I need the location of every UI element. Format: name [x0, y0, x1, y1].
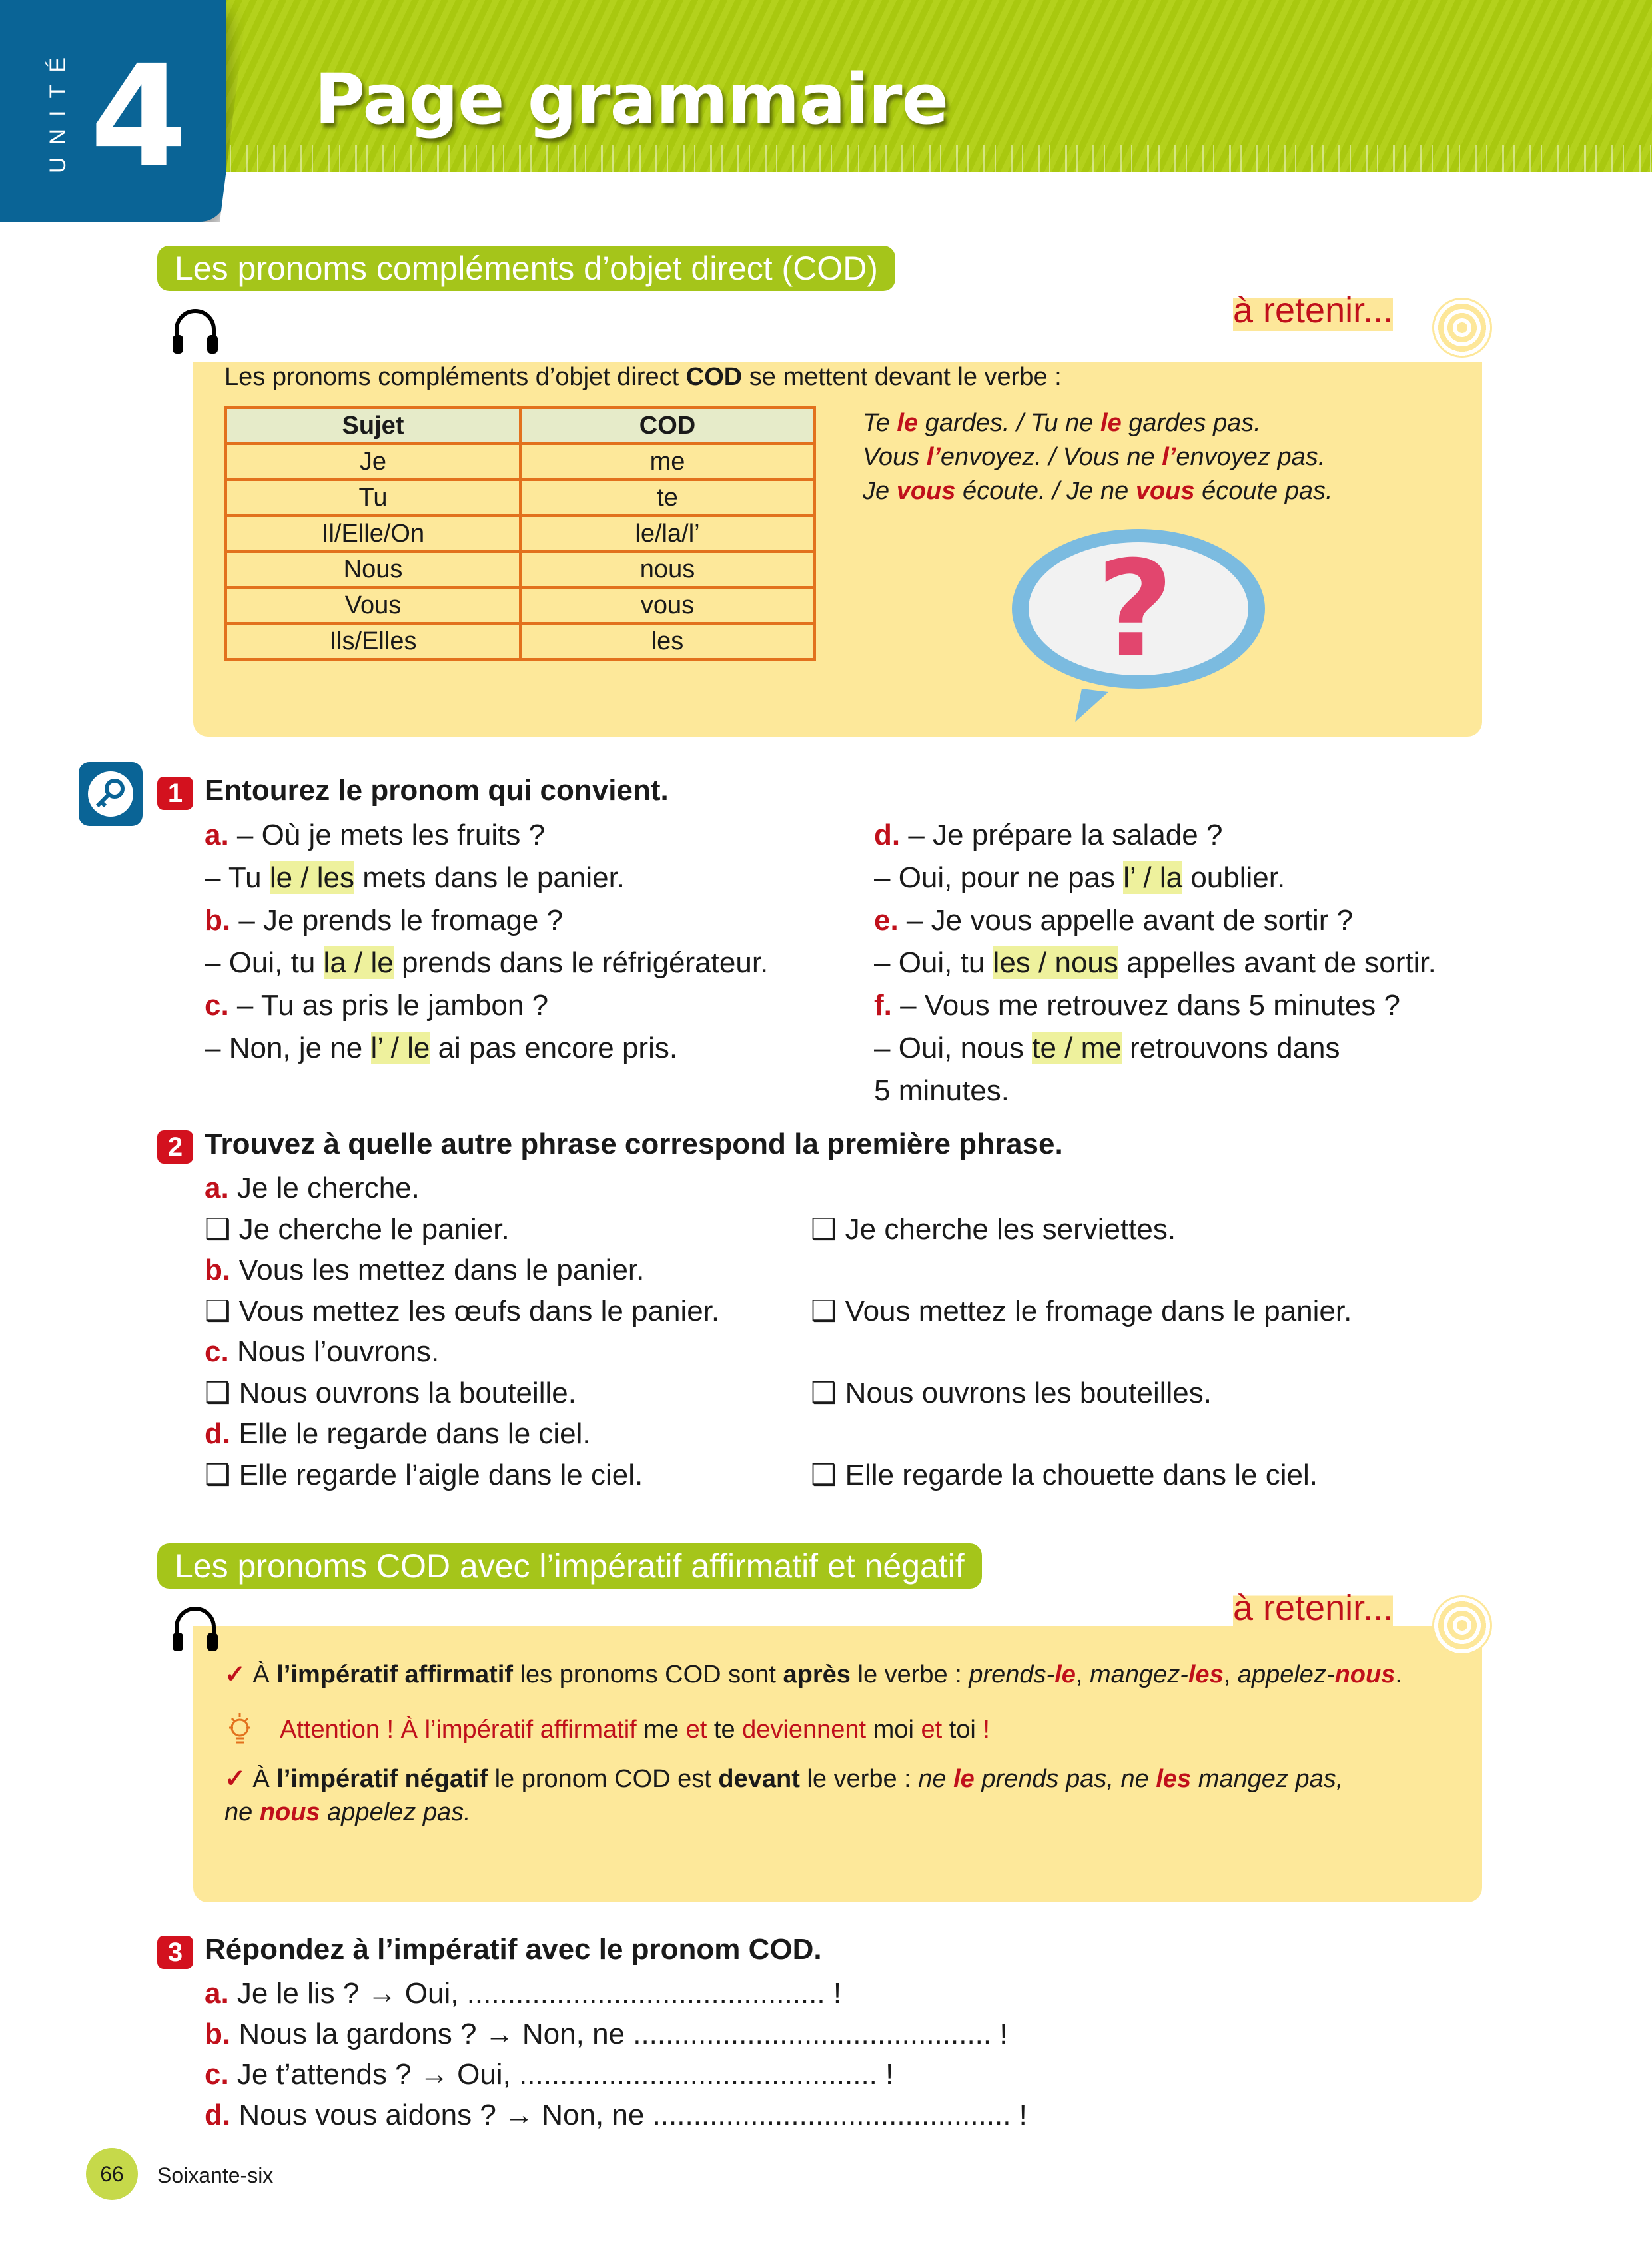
page-number-words: Soixante-six: [157, 2163, 274, 2187]
text-segment: f.: [874, 989, 892, 1022]
text-segment: devant: [718, 1765, 800, 1793]
exercise-line: [205, 857, 768, 899]
text-segment: Nous vous aidons ? → Non, ne ............................................ !: [230, 2099, 1027, 2131]
text-segment: oublier.: [1182, 861, 1286, 894]
text-segment: 5 minutes.: [874, 1074, 1009, 1107]
table-cell: Ils/Elles: [226, 623, 520, 659]
text-segment: retrouvons dans: [1121, 1032, 1340, 1064]
attention-note: [280, 1716, 990, 1744]
table-cell: le/la/l’: [520, 516, 815, 552]
pronoun-choice[interactable]: le / les: [269, 861, 355, 894]
exercise-line: [874, 899, 1436, 942]
table-row: [226, 623, 815, 659]
exercise-line: [874, 1027, 1436, 1070]
text-segment: le: [1054, 1661, 1076, 1688]
option-checkbox[interactable]: ❑ Nous ouvrons les bouteilles.: [811, 1376, 1212, 1409]
text-segment: écoute pas.: [1194, 477, 1333, 505]
text-segment: b.: [205, 2018, 231, 2050]
text-segment: COD: [685, 363, 743, 391]
exercise-prompt: [205, 1331, 1470, 1373]
text-segment: – Oui, pour ne pas: [874, 861, 1124, 894]
retenir-label-2: à retenir...: [1233, 1588, 1394, 1628]
section-title-imperatif: Les pronoms COD avec l’impératif affirmatif et négatif: [157, 1543, 982, 1589]
text-segment: À: [245, 1765, 277, 1793]
option-checkbox[interactable]: ❑ Je cherche le panier.: [205, 1212, 510, 1246]
headphones-icon: [169, 1601, 222, 1654]
text-segment: – Oui, tu: [205, 946, 324, 979]
rule-negatif: [224, 1764, 1343, 1794]
text-segment: Je: [863, 477, 897, 505]
cod-table: [224, 406, 816, 661]
text-segment: Vous: [863, 443, 927, 471]
exercise-prompt: [205, 1250, 1470, 1291]
exercise-number: 2: [157, 1130, 193, 1164]
text-segment: les: [1156, 1765, 1192, 1793]
table-cell: Nous: [226, 552, 520, 587]
text-segment: e.: [874, 904, 899, 936]
text-segment: c.: [205, 989, 229, 1022]
text-segment: le: [897, 409, 919, 437]
table-cell: te: [520, 480, 815, 516]
pronoun-choice[interactable]: la / le: [323, 946, 394, 979]
example-line: [863, 406, 1333, 440]
option-checkbox[interactable]: ❑ Elle regarde la chouette dans le ciel.: [811, 1458, 1318, 1491]
exercise-line: [205, 2095, 1027, 2135]
text-segment: l’impératif négatif: [276, 1765, 488, 1793]
exercise-line: [205, 1973, 1027, 2014]
rule-negatif-cont: [224, 1798, 471, 1827]
text-segment: – Oui, tu: [874, 946, 993, 979]
rule-affirmatif: [224, 1659, 1402, 1689]
exercise-title: Trouvez à quelle autre phrase correspond la première phrase.: [205, 1128, 1063, 1160]
exercise-line: [205, 899, 768, 942]
text-segment: – Oui, nous: [874, 1032, 1032, 1064]
text-segment: ✓: [224, 1765, 246, 1793]
text-segment: te: [707, 1716, 743, 1744]
cod-intro: [224, 363, 1062, 392]
text-segment: – Où je mets les fruits ?: [228, 819, 546, 851]
pronoun-choice[interactable]: l’ / la: [1123, 861, 1183, 894]
text-segment: me: [636, 1716, 686, 1744]
text-segment: À: [245, 1661, 277, 1688]
retenir-label-1: à retenir...: [1233, 290, 1394, 330]
pronoun-choice[interactable]: te / me: [1032, 1032, 1122, 1064]
text-segment: les: [1188, 1661, 1224, 1688]
text-segment: les pronoms COD sont: [513, 1661, 783, 1688]
option-checkbox[interactable]: ❑ Nous ouvrons la bouteille.: [205, 1376, 576, 1409]
text-segment: moi: [866, 1716, 921, 1744]
text-segment: ne: [224, 1798, 260, 1826]
text-segment: toi: [942, 1716, 983, 1744]
option-checkbox[interactable]: ❑ Vous mettez les œufs dans le panier.: [205, 1294, 720, 1327]
option-checkbox[interactable]: ❑ Elle regarde l’aigle dans le ciel.: [205, 1458, 643, 1491]
lightbulb-icon: [226, 1710, 253, 1752]
text-segment: – Tu: [205, 861, 270, 894]
text-segment: ai pas encore pris.: [430, 1032, 678, 1064]
text-segment: deviennent: [742, 1716, 867, 1744]
exercise-title: Répondez à l’impératif avec le pronom COD.: [205, 1933, 822, 1966]
table-row: [226, 552, 815, 587]
ex2-items: [205, 1168, 1470, 1495]
text-segment: mangez pas,: [1191, 1765, 1344, 1793]
text-segment: a.: [205, 819, 229, 851]
text-segment: – Je vous appelle avant de sortir ?: [898, 904, 1354, 936]
ex1-right-column: [874, 814, 1436, 1112]
table-cell: les: [520, 623, 815, 659]
exercise-title: Entourez le pronom qui convient.: [205, 774, 669, 807]
text-segment: Je le lis ? → Oui, ............................................ !: [228, 1977, 842, 2010]
options-row: [205, 1373, 1470, 1414]
exercise-line: [205, 984, 768, 1027]
options-row: [205, 1209, 1470, 1250]
table-cell: vous: [520, 587, 815, 623]
text-segment: et: [921, 1716, 943, 1744]
exercise-line: [205, 1027, 768, 1070]
text-segment: vous: [1135, 477, 1195, 505]
example-line: [863, 474, 1333, 508]
table-cell: me: [520, 444, 815, 480]
table-cell: Tu: [226, 480, 520, 516]
text-segment: Attention ! À l’impératif affirmatif: [280, 1716, 637, 1744]
ex3-items: [205, 1973, 1027, 2135]
table-header: Sujet: [226, 408, 520, 444]
prompt-text: Elle le regarde dans le ciel.: [238, 1417, 591, 1450]
text-segment: Nous la gardons ? → Non, ne ............................................ !: [230, 2018, 1008, 2050]
text-segment: l’: [926, 443, 941, 471]
text-segment: a.: [205, 1977, 229, 2010]
exercise-prompt: [205, 1413, 1470, 1455]
text-segment: .: [1395, 1661, 1402, 1688]
exercise-line: [874, 814, 1436, 857]
cod-examples: [863, 406, 1333, 508]
table-cell: nous: [520, 552, 815, 587]
text-segment: d.: [205, 2099, 231, 2131]
exercise-number: 1: [157, 777, 193, 810]
exercise-line: [205, 814, 768, 857]
text-segment: vous: [896, 477, 956, 505]
text-segment: c.: [205, 2058, 229, 2091]
text-segment: appelez pas.: [320, 1798, 471, 1826]
example-line: [863, 440, 1333, 474]
text-segment: ✓: [224, 1661, 246, 1688]
question-cloud-image: [1009, 522, 1268, 722]
text-segment: nous: [259, 1798, 320, 1826]
exercise-line: [205, 2014, 1027, 2054]
pronoun-choice[interactable]: les / nous: [993, 946, 1118, 979]
options-row: [205, 1455, 1470, 1496]
text-segment: ,: [1223, 1661, 1238, 1688]
pronoun-choice[interactable]: l’ / le: [370, 1032, 430, 1064]
exercise-line: [874, 857, 1436, 899]
text-segment: prends pas, ne: [974, 1765, 1156, 1793]
spiral-icon: [1432, 298, 1492, 358]
prompt-text: Nous l’ouvrons.: [236, 1335, 440, 1368]
options-row: [205, 1291, 1470, 1332]
exercise-line: [205, 2054, 1027, 2095]
exercise-number: 3: [157, 1936, 193, 1969]
exercise-line: [874, 1070, 1436, 1112]
exercise-line: [874, 942, 1436, 984]
unit-number: 4: [90, 35, 188, 198]
page-number: 66: [86, 2148, 138, 2200]
text-segment: – Vous me retrouvez dans 5 minutes ?: [891, 989, 1400, 1022]
text-segment: b.: [205, 904, 231, 936]
text-segment: gardes pas.: [1121, 409, 1261, 437]
text-segment: écoute. / Je ne: [955, 477, 1136, 505]
ex1-left-column: [205, 814, 768, 1070]
text-segment: envoyez pas.: [1176, 443, 1326, 471]
text-segment: mets dans le panier.: [354, 861, 625, 894]
text-segment: Les pronoms compléments d’objet direct: [224, 363, 686, 391]
text-segment: l’: [1162, 443, 1176, 471]
page-title: Page grammaire: [314, 59, 949, 140]
text-segment: ne: [918, 1765, 954, 1793]
table-header: COD: [520, 408, 815, 444]
item-label: b.: [205, 1254, 231, 1286]
text-segment: Te: [863, 409, 897, 437]
item-label: d.: [205, 1417, 231, 1450]
table-cell: Il/Elle/On: [226, 516, 520, 552]
text-segment: Je t’attends ? → Oui, ............................................ !: [228, 2058, 894, 2091]
text-segment: d.: [874, 819, 901, 851]
table-cell: Je: [226, 444, 520, 480]
unit-label: UNITÉ: [45, 45, 71, 173]
text-segment: ,: [1075, 1661, 1090, 1688]
text-segment: – Non, je ne: [205, 1032, 371, 1064]
table-row: [226, 480, 815, 516]
table-row: [226, 516, 815, 552]
text-segment: appelles avant de sortir.: [1118, 946, 1436, 979]
text-segment: le: [1100, 409, 1122, 437]
text-segment: le: [953, 1765, 975, 1793]
text-segment: l’impératif affirmatif: [276, 1661, 514, 1688]
text-segment: nous: [1334, 1661, 1396, 1688]
exercise-prompt: [205, 1168, 1470, 1209]
text-segment: !: [983, 1716, 990, 1744]
table-cell: Vous: [226, 587, 520, 623]
svg-text:?: ?: [1096, 532, 1174, 687]
table-row: [226, 587, 815, 623]
text-segment: le verbe :: [850, 1661, 969, 1688]
text-segment: envoyez. / Vous ne: [940, 443, 1162, 471]
option-checkbox[interactable]: ❑ Je cherche les serviettes.: [811, 1212, 1176, 1246]
text-segment: – Je prépare la salade ?: [900, 819, 1223, 851]
text-segment: prends-: [969, 1661, 1055, 1688]
prompt-text: Vous les mettez dans le panier.: [238, 1254, 645, 1286]
text-segment: le pronom COD est: [488, 1765, 719, 1793]
text-segment: et: [685, 1716, 707, 1744]
item-label: a.: [205, 1172, 229, 1204]
text-segment: prends dans le réfrigérateur.: [393, 946, 769, 979]
section-title-cod: Les pronoms compléments d’objet direct (COD): [157, 246, 895, 291]
spiral-icon: [1432, 1595, 1492, 1655]
text-segment: – Je prends le fromage ?: [230, 904, 564, 936]
table-row: [226, 444, 815, 480]
option-checkbox[interactable]: ❑ Vous mettez le fromage dans le panier.: [811, 1294, 1352, 1327]
text-segment: le verbe :: [799, 1765, 919, 1793]
text-segment: gardes. / Tu ne: [918, 409, 1101, 437]
key-icon: [79, 762, 143, 826]
item-label: c.: [205, 1335, 229, 1368]
prompt-text: Je le cherche.: [236, 1172, 420, 1204]
text-segment: – Tu as pris le jambon ?: [228, 989, 549, 1022]
text-segment: mangez-: [1090, 1661, 1188, 1688]
exercise-line: [205, 942, 768, 984]
exercise-line: [874, 984, 1436, 1027]
text-segment: se mettent devant le verbe :: [742, 363, 1062, 391]
text-segment: après: [783, 1661, 851, 1688]
text-segment: appelez-: [1237, 1661, 1335, 1688]
headphones-icon: [169, 303, 222, 356]
